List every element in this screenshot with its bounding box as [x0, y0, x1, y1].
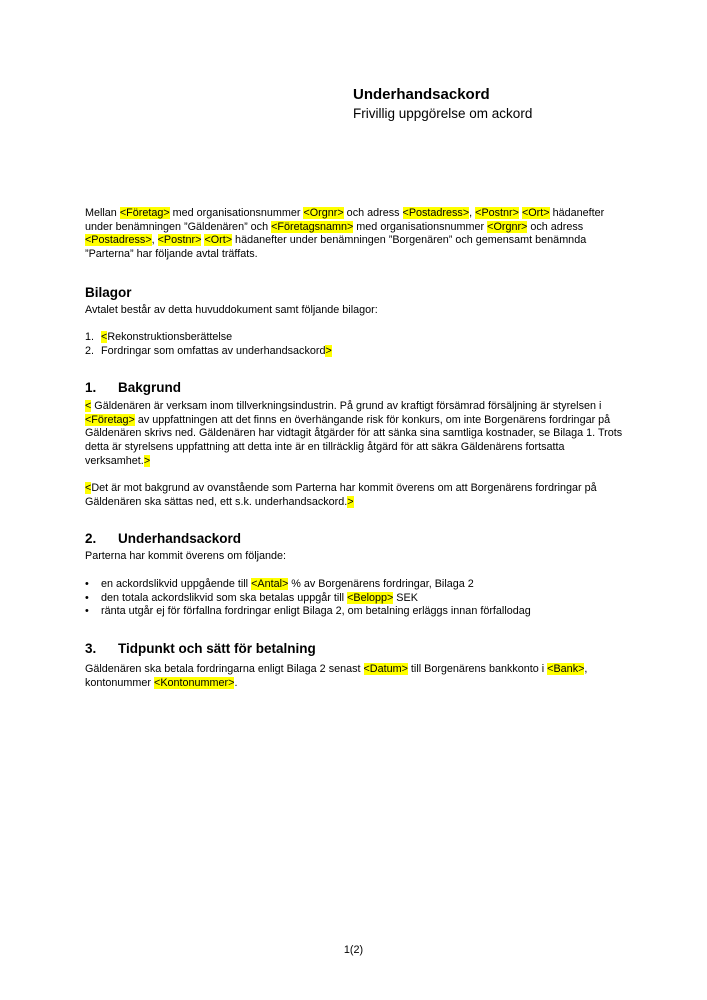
bullet-marker: • [85, 578, 89, 590]
placeholder-highlight: <Postnr> [157, 234, 202, 247]
placeholder-highlight: <Företagsnamn> [271, 220, 354, 233]
placeholder-highlight: <Orgnr> [303, 207, 344, 219]
bullet-text: ränta utgår ej för förfallna fordringar enligt Bilaga 2, om betalning erläggs innan förfallodag [101, 605, 531, 618]
placeholder-highlight: <Belopp> [347, 591, 394, 604]
placeholder-highlight: < [85, 400, 92, 412]
bullet-item [85, 605, 531, 619]
title-block [353, 86, 532, 122]
placeholder-highlight: <Ort> [204, 234, 233, 247]
placeholder-highlight: > [143, 454, 151, 467]
list-marker: 2. [85, 344, 95, 357]
bilagor-text: Avtalet består av detta huvuddokument samt följande bilagor: [85, 304, 378, 316]
list-item [85, 345, 332, 359]
section-3-heading [85, 641, 316, 657]
section-title: Underhandsackord [118, 531, 242, 546]
document-title: Underhandsackord [353, 86, 490, 103]
placeholder-highlight: <Antal> [251, 578, 289, 590]
placeholder-highlight: <Bank> [547, 663, 585, 675]
bullet-text: den totala ackordslikvid som ska betalas uppgår till <Belopp> SEK [101, 591, 418, 604]
placeholder-highlight: <Företag> [119, 207, 170, 219]
section-title: Bakgrund [118, 380, 182, 395]
placeholder-highlight: <Ort> [521, 207, 550, 219]
bullet-item [85, 592, 531, 606]
section-1-paragraph-2: <Det är mot bakgrund av ovanstående som Parterna har kommit överens om att Borgenärens fordringar på Gäldenären ska sättas ned, ett s.k. underhandsackord.> [85, 482, 597, 508]
page-number: 1(2) [343, 944, 364, 956]
bilagor-heading: Bilagor [85, 285, 132, 300]
section-1-paragraph-1: < Gäldenären är verksam inom tillverkningsindustrin. På grund av kraftigt försämrad försäljning är styrelsen i <Företag> av uppfattningen att det finns en överhängande risk för konkurs, om inte Borgenärens fordringar på Gäldenären skrivs ned. Gäldenären har vidtagit åtgärder för att sänka sina samtliga kostnader, se Bilaga 1. Trots detta är styrelsens uppfattning att detta inte är en tillräcklig åtgärd för att säkra Gäldenärens fortsatta verksamhet.> [85, 400, 623, 467]
bullet-item [85, 578, 531, 592]
section-2-bullet-list [85, 578, 531, 619]
section-number: 2. [85, 531, 97, 546]
section-2-text: Parterna har kommit överens om följande: [85, 550, 287, 562]
bullet-marker: • [85, 591, 89, 604]
placeholder-highlight: <Postnr> [475, 207, 519, 219]
section-3-paragraph: Gäldenären ska betala fordringarna enligt Bilaga 2 senast <Datum> till Borgenärens bankkonto i <Bank>, kontonummer <Kontonummer>. [85, 663, 588, 689]
intro-paragraph: Mellan <Företag> med organisationsnummer <Orgnr> och adress <Postadress>, <Postnr> <Ort> hädanefter under benämningen ”Gäldenären” och <Företagsnamn> med organisationsnummer <Orgnr> och adress <Postadress>, <Postnr> <Ort> hädanefter under benämningen ”Borgenären” och gemensamt benämnda ”Parterna” har följande avtal träffats. [85, 207, 605, 261]
list-item [85, 331, 332, 345]
list-item-text: <Rekonstruktionsberättelse [101, 331, 233, 343]
placeholder-highlight: <Företag> [85, 413, 135, 426]
section-1-heading [85, 380, 181, 396]
placeholder-highlight: <Datum> [363, 663, 408, 675]
placeholder-highlight: <Postadress> [402, 207, 470, 219]
section-number: 1. [85, 380, 97, 395]
list-item-text: Fordringar som omfattas av underhandsackord> [101, 344, 332, 357]
document-subtitle: Frivillig uppgörelse om ackord [353, 106, 533, 121]
placeholder-highlight: > [347, 495, 354, 508]
bullet-marker: • [85, 605, 89, 618]
bullet-text: en ackordslikvid uppgående till <Antal> % av Borgenärens fordringar, Bilaga 2 [101, 578, 474, 590]
section-title: Tidpunkt och sätt för betalning [118, 641, 316, 656]
bilagor-list [85, 331, 332, 358]
placeholder-highlight: < [101, 331, 108, 343]
placeholder-highlight: <Orgnr> [487, 220, 528, 233]
list-marker: 1. [85, 331, 95, 343]
section-number: 3. [85, 641, 97, 656]
placeholder-highlight: <Kontonummer> [154, 676, 235, 689]
section-2-heading [85, 531, 241, 547]
placeholder-highlight: < [85, 482, 92, 494]
placeholder-highlight: > [325, 344, 332, 357]
placeholder-highlight: <Postadress> [85, 234, 152, 247]
